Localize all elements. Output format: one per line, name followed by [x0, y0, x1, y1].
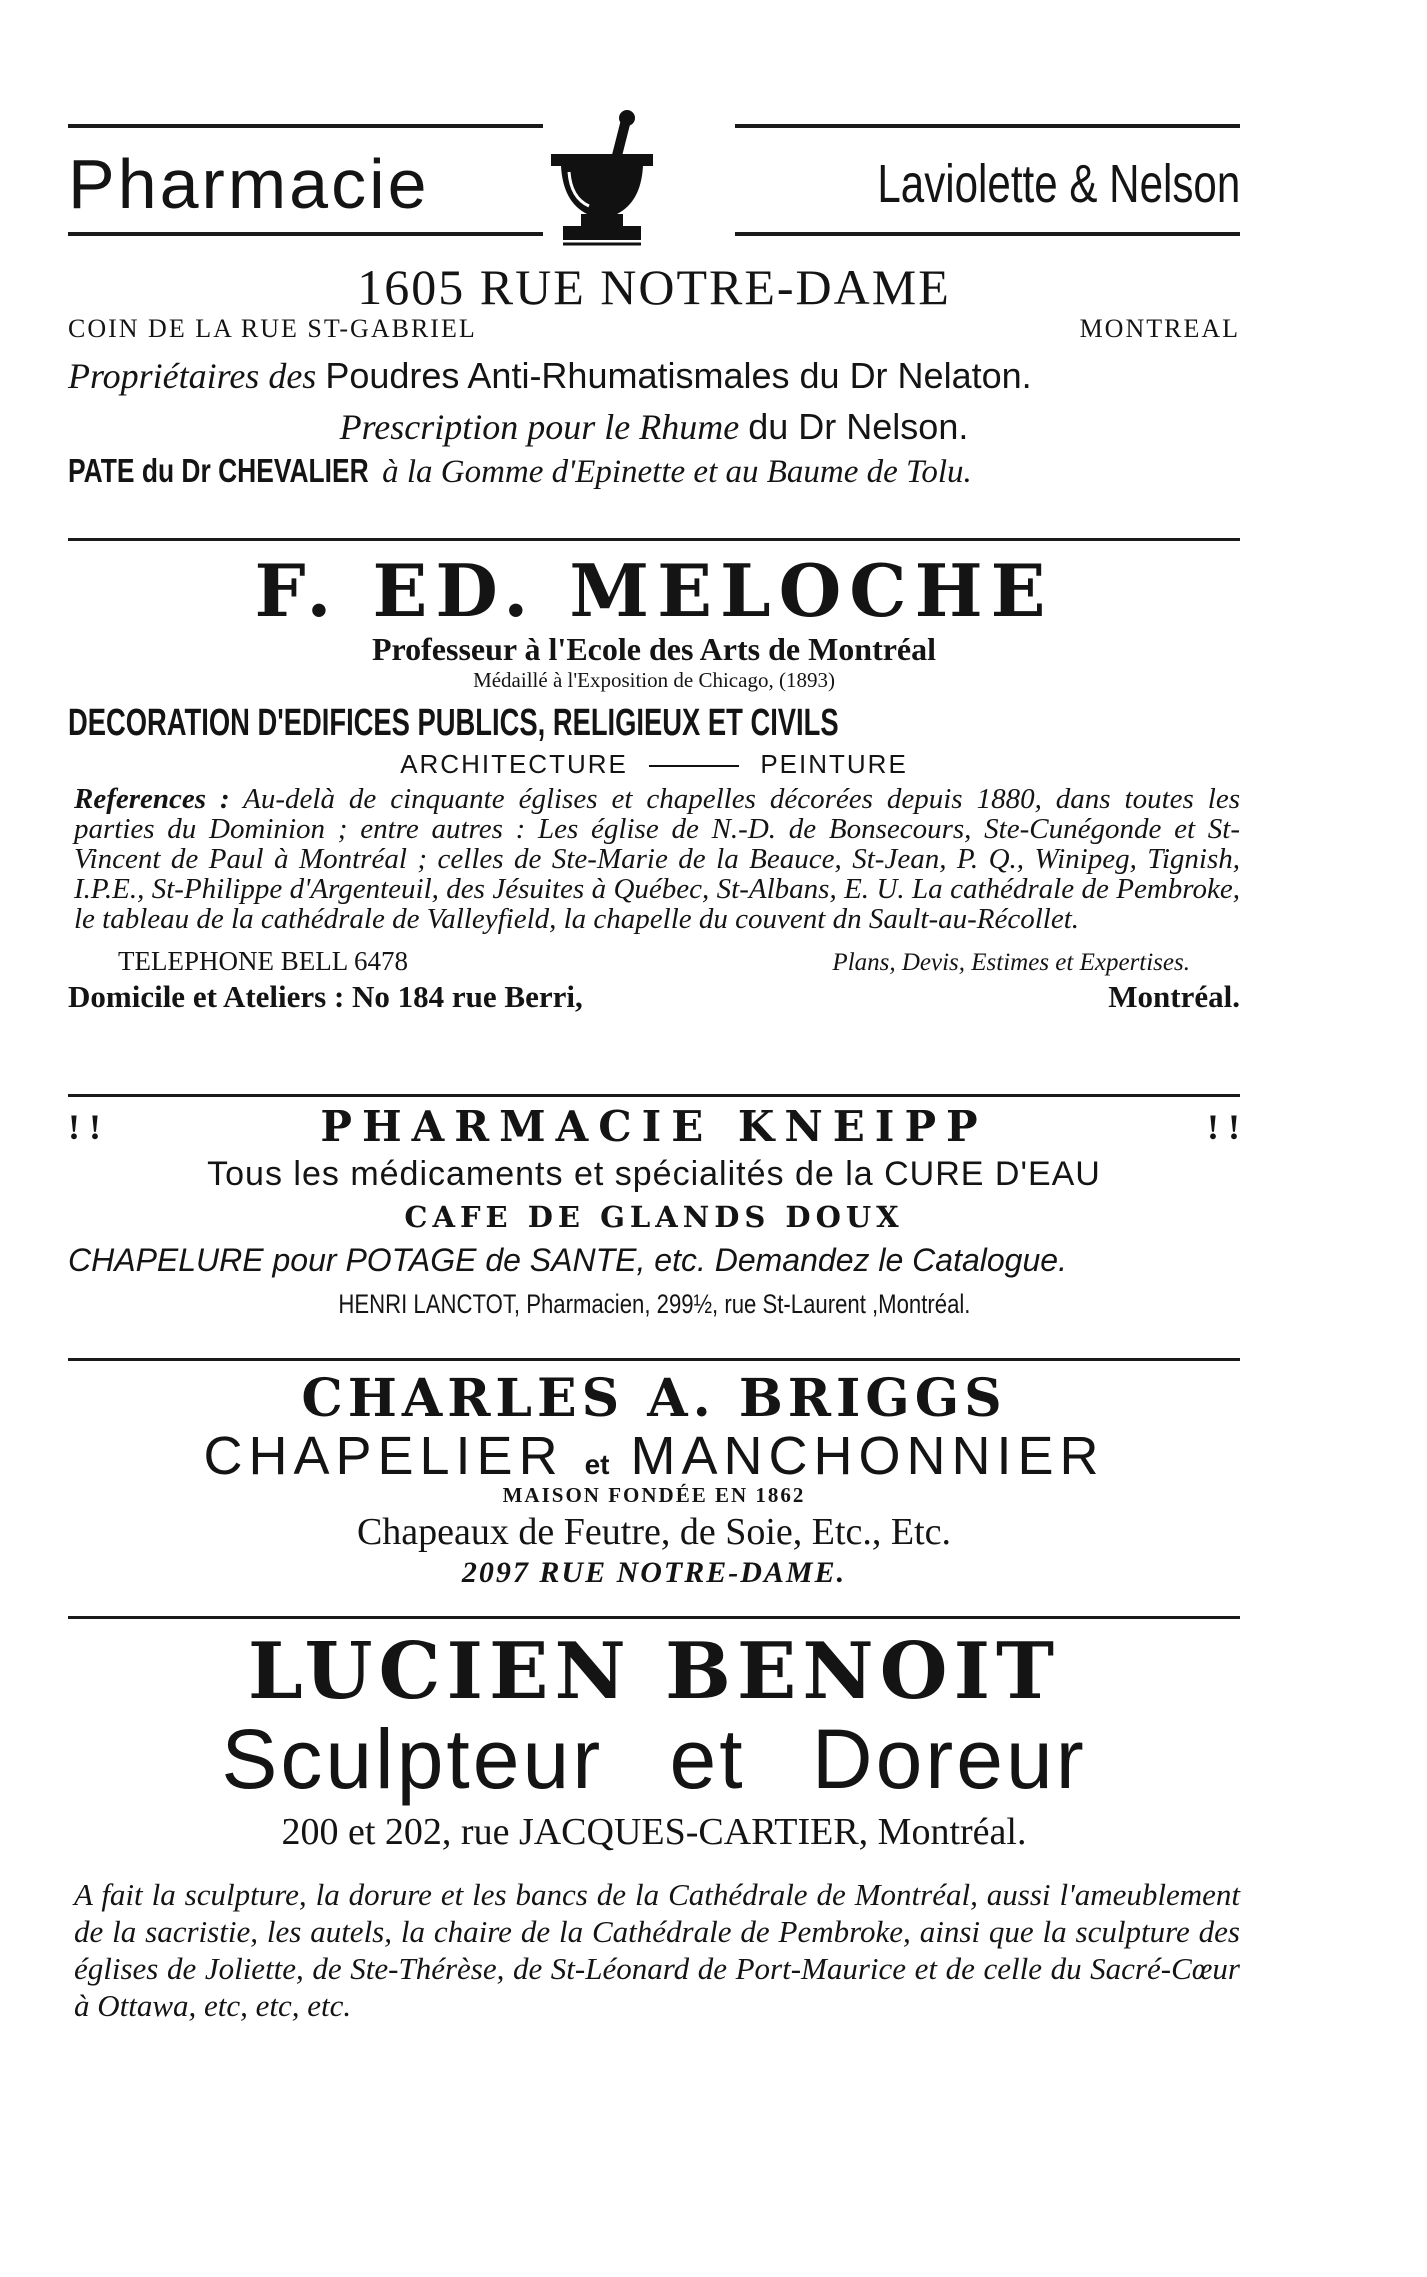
briggs-founded: MAISON FONDÉE EN 1862: [502, 1483, 806, 1507]
bottom-rule-left: [68, 232, 543, 236]
pharmacie-corner: COIN DE LA RUE ST-GABRIEL: [68, 314, 477, 343]
briggs-products: Chapeaux de Feutre, de Soie, Etc., Etc.: [356, 1511, 952, 1553]
meloche-arts: ARCHITECTURE PEINTURE: [400, 749, 908, 779]
pharmacie-city: MONTREAL: [1079, 314, 1240, 343]
firm-name: Laviolette & Nelson: [877, 154, 1240, 214]
separator-2: [68, 1094, 1240, 1097]
benoit-name: LUCIEN BENOIT: [247, 1626, 1061, 1717]
separator-4: [68, 1616, 1240, 1619]
kneipp-title: PHARMACIE KNEIPP: [320, 1102, 988, 1151]
kneipp-line3: CHAPELURE pour POTAGE de SANTE, etc. Demandez le Catalogue.: [68, 1242, 1067, 1278]
kneipp-line4: HENRI LANCTOT, Pharmacien, 299½, rue St-Laurent ,Montréal.: [337, 1289, 971, 1319]
meloche-domicile: Domicile et Ateliers : No 184 rue Berri,: [68, 979, 583, 1014]
benoit-trade: Sculpteur et Doreur: [221, 1712, 1087, 1806]
briggs-name: CHARLES A. BRIGGS: [301, 1368, 1007, 1429]
top-rule-right: [735, 124, 1240, 128]
separator-3: [68, 1358, 1240, 1361]
meloche-telephone: TELEPHONE BELL 6478: [118, 946, 408, 976]
meloche-services: DECORATION D'EDIFICES PUBLICS, RELIGIEUX ET CIVILS: [68, 702, 839, 744]
meloche-plans: Plans, Devis, Estimes et Expertises.: [832, 949, 1190, 976]
meloche-name: F. ED. MELOCHE: [254, 548, 1054, 633]
separator-1: [68, 538, 1240, 541]
kneipp-line2: CAFE DE GLANDS DOUX: [404, 1200, 904, 1234]
briggs-trade: CHAPELIER et MANCHONNIER: [203, 1426, 1105, 1486]
prescription-line: Prescription pour le Rhume du Dr Nelson.: [339, 406, 969, 447]
pharmacie-address: 1605 RUE NOTRE-DAME: [357, 259, 951, 315]
briggs-address: 2097 RUE NOTRE-DAME.: [461, 1556, 847, 1589]
benoit-text: A fait la sculpture, la dorure et les bancs de la Cathédrale de Montréal, aussi l'ameublement de la sacristie, les autels, la chaire de la Cathédrale de Pembroke, ainsi que la sculpture des églises de Joliette, de Ste-Thérèse, de St-Léonard de Port-Maurice et de celle du Sacré-Cœur à Ottawa, etc, etc, etc.: [74, 1877, 1240, 2023]
meloche-medal: Médaillé à l'Exposition de Chicago, (1893): [473, 668, 835, 692]
meloche-references: References : Au-delà de cinquante églises et chapelles décorées depuis 1880, dans toutes les parties du Dominion ; entre autres : Les église de N.-D. de Bonsecours, Ste-Cunégonde et St-Vincent de Paul à Montréal ; celles de Ste-Marie de la Beauce, St-Jean, P. Q., Winipeg, Tignish, I.P.E., St-Philippe d'Argenteuil, des Jésuites à Québec, St-Albans, E. U. La cathédrale de Pembroke, le tableau de la cathédrale de Valleyfield, la chapelle du couvent dn Sault-au-Récollet.: [74, 783, 1240, 935]
benoit-address: 200 et 202, rue JACQUES-CARTIER, Montréal.: [281, 1811, 1027, 1853]
pate-line: PATE du Dr CHEVALIER à la Gomme d'Epinette et au Baume de Tolu.: [68, 452, 972, 490]
kneipp-line1: Tous les médicaments et spécialités de la CURE D'EAU: [207, 1155, 1101, 1193]
meloche-subtitle: Professeur à l'Ecole des Arts de Montréal: [371, 631, 937, 667]
poudres-line: Propriétaires des Poudres Anti-Rhumatismales du Dr Nelaton.: [68, 355, 1032, 396]
bottom-rule-right: [735, 232, 1240, 236]
top-rule-left: [68, 124, 543, 128]
mortar-pestle-icon: [537, 102, 667, 257]
kneipp-ornament-right: ! !: [1207, 1106, 1240, 1147]
meloche-city: Montréal.: [1108, 979, 1240, 1014]
kneipp-ornament-left: ! !: [68, 1106, 101, 1147]
pharmacie-title: Pharmacie: [68, 145, 430, 223]
arts-dash: [649, 765, 739, 767]
